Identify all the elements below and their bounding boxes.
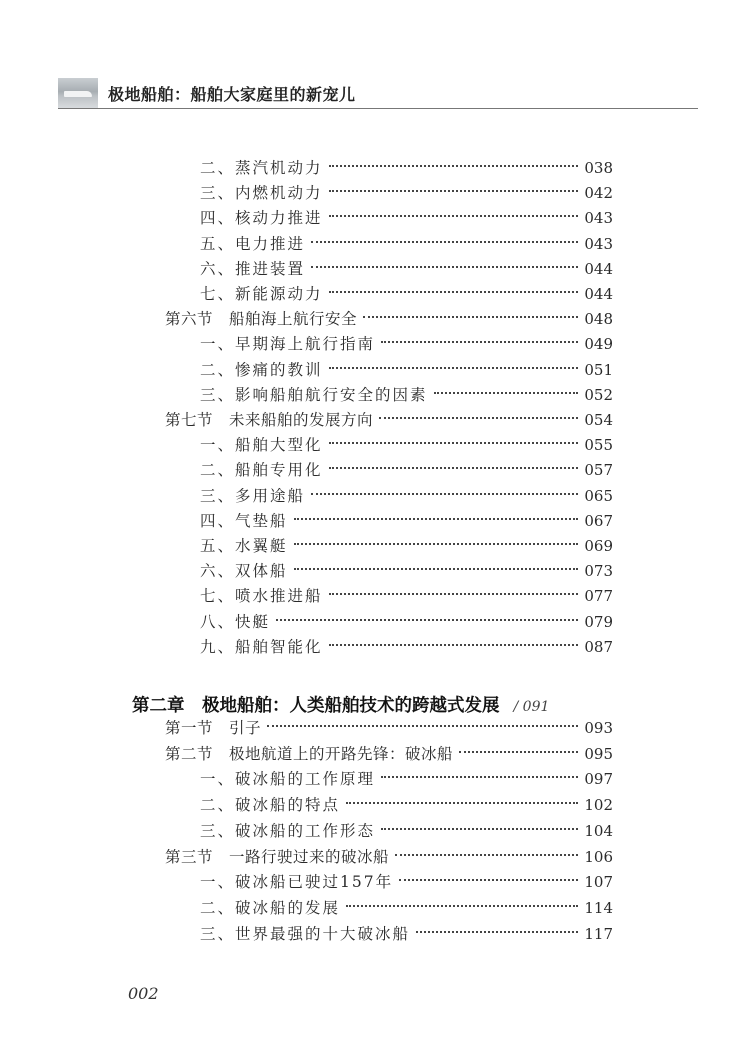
toc-entry-page: 114 bbox=[584, 898, 613, 917]
toc-entry-label: 五、水翼艇 bbox=[200, 537, 288, 555]
toc-item-entry bbox=[200, 561, 613, 581]
toc-entry-label: 八、快艇 bbox=[200, 612, 271, 631]
dot-leader bbox=[381, 776, 578, 778]
toc-entry-page: 044 bbox=[584, 259, 613, 278]
toc-entry-label: 九、船舶智能化 bbox=[200, 637, 323, 656]
dot-leader bbox=[381, 828, 578, 830]
toc-entry-label: 三、破冰船的工作形态 bbox=[200, 821, 376, 840]
dot-leader bbox=[276, 619, 578, 621]
toc-item-entry bbox=[200, 183, 613, 203]
toc-entry-label: 二、蒸汽机动力 bbox=[200, 159, 323, 177]
dot-leader bbox=[381, 341, 578, 343]
toc-item-entry bbox=[200, 385, 613, 405]
toc-entry-label: 第六节 船舶海上航行安全 bbox=[165, 310, 358, 329]
toc-item-entry bbox=[200, 234, 613, 254]
toc-entry-page: 117 bbox=[584, 924, 613, 943]
toc-item-entry bbox=[200, 924, 613, 944]
toc-entry-label: 一、破冰船已驶过157年 bbox=[200, 873, 394, 892]
toc-item-entry bbox=[200, 208, 613, 228]
toc-item-entry bbox=[200, 536, 613, 556]
toc-entry-page: 057 bbox=[584, 461, 613, 480]
toc-entry-page: 065 bbox=[584, 486, 613, 505]
toc-entry-label: 二、惨痛的教训 bbox=[200, 360, 323, 379]
dot-leader bbox=[329, 291, 579, 293]
toc-item-entry bbox=[200, 612, 613, 632]
toc-entry-label: 二、破冰船的发展 bbox=[200, 898, 341, 917]
toc-entry-label: 一、船舶大型化 bbox=[200, 436, 323, 455]
toc-entry-page: 095 bbox=[584, 744, 613, 763]
toc-entry-page: 079 bbox=[584, 612, 613, 631]
toc-entry-page: 054 bbox=[584, 411, 613, 429]
dot-leader bbox=[329, 165, 579, 167]
toc-entry-label: 第一节 引子 bbox=[165, 719, 262, 737]
toc-section-entry bbox=[165, 410, 613, 430]
toc-entry-label: 四、气垫船 bbox=[200, 511, 288, 530]
toc-entry-page: 073 bbox=[584, 562, 613, 581]
dot-leader bbox=[329, 442, 579, 444]
toc-item-entry bbox=[200, 586, 613, 606]
toc-entry-page: 051 bbox=[584, 360, 613, 379]
toc-entry-label: 六、推进装置 bbox=[200, 259, 306, 278]
dot-leader bbox=[294, 518, 579, 520]
chapter-page-number: / 091 bbox=[513, 699, 550, 715]
dot-leader bbox=[267, 725, 578, 727]
toc-item-entry bbox=[200, 486, 613, 506]
toc-entry-page: 052 bbox=[584, 385, 613, 404]
dot-leader bbox=[416, 931, 578, 933]
toc-entry-label: 七、新能源动力 bbox=[200, 285, 323, 303]
toc-entry-page: 097 bbox=[584, 770, 613, 789]
toc-entry-page: 107 bbox=[584, 873, 613, 892]
dot-leader bbox=[329, 593, 579, 595]
toc-entry-page: 049 bbox=[584, 335, 613, 354]
toc-section-entry bbox=[165, 718, 613, 738]
toc-entry-page: 055 bbox=[584, 436, 613, 455]
toc-entry-page: 038 bbox=[584, 159, 613, 177]
dot-leader bbox=[329, 215, 579, 217]
toc-entry-page: 042 bbox=[584, 184, 613, 203]
toc-item-entry bbox=[200, 435, 613, 455]
toc-entry-label: 第七节 未来船舶的发展方向 bbox=[165, 411, 374, 429]
toc-entry-page: 048 bbox=[584, 310, 613, 329]
toc-item-entry bbox=[200, 769, 613, 789]
toc-entry-label: 三、世界最强的十大破冰船 bbox=[200, 924, 411, 943]
toc-entry-label: 二、破冰船的特点 bbox=[200, 796, 341, 815]
toc-entry-label: 第二节 极地航道上的开路先锋：破冰船 bbox=[165, 744, 454, 763]
page-number: 002 bbox=[128, 984, 159, 1003]
dot-leader bbox=[434, 392, 579, 394]
dot-leader bbox=[379, 417, 578, 419]
toc-entry-label: 第三节 一路行驶过来的破冰船 bbox=[165, 847, 390, 866]
dot-leader bbox=[329, 367, 579, 369]
header-rule bbox=[58, 108, 698, 109]
toc-entry-label: 六、双体船 bbox=[200, 562, 288, 581]
toc-entry-label: 一、破冰船的工作原理 bbox=[200, 770, 376, 789]
toc-entry-page: 106 bbox=[584, 847, 613, 866]
toc-item-entry bbox=[200, 158, 613, 178]
toc-entry-label: 三、影响船舶航行安全的因素 bbox=[200, 385, 428, 404]
toc-entry-page: 069 bbox=[584, 537, 613, 555]
toc-item-entry bbox=[200, 284, 613, 304]
chapter-heading bbox=[132, 692, 549, 717]
toc-item-entry bbox=[200, 821, 613, 841]
toc-entry-page: 093 bbox=[584, 719, 613, 737]
toc-item-entry bbox=[200, 334, 613, 354]
toc-entry-label: 五、电力推进 bbox=[200, 234, 306, 253]
toc-entry-page: 044 bbox=[584, 285, 613, 303]
toc-entry-label: 四、核动力推进 bbox=[200, 209, 323, 228]
toc-entry-page: 077 bbox=[584, 587, 613, 606]
toc-entry-page: 104 bbox=[584, 821, 613, 840]
toc-entry-page: 043 bbox=[584, 209, 613, 228]
toc-entry-page: 102 bbox=[584, 796, 613, 815]
toc-item-entry bbox=[200, 511, 613, 531]
ship-thumbnail-image bbox=[58, 78, 98, 108]
toc-item-entry bbox=[200, 898, 613, 918]
toc-entry-label: 二、船舶专用化 bbox=[200, 461, 323, 480]
dot-leader bbox=[294, 543, 579, 545]
dot-leader bbox=[399, 879, 578, 881]
dot-leader bbox=[346, 905, 578, 907]
dot-leader bbox=[311, 266, 578, 268]
toc-entry-label: 三、多用途船 bbox=[200, 486, 306, 505]
toc-item-entry bbox=[200, 872, 613, 892]
toc-entry-page: 043 bbox=[584, 234, 613, 253]
dot-leader bbox=[363, 316, 578, 318]
toc-entry-page: 087 bbox=[584, 637, 613, 656]
toc-section-entry bbox=[165, 847, 613, 867]
dot-leader bbox=[459, 751, 578, 753]
toc-section-entry bbox=[165, 744, 613, 764]
toc-entry-label: 三、内燃机动力 bbox=[200, 184, 323, 203]
dot-leader bbox=[395, 854, 578, 856]
chapter-title: 第二章 极地船舶：人类船舶技术的跨越式发展 bbox=[132, 696, 500, 716]
toc-item-entry bbox=[200, 637, 613, 657]
dot-leader bbox=[329, 467, 579, 469]
toc-section-entry bbox=[165, 309, 613, 329]
dot-leader bbox=[311, 493, 578, 495]
toc-item-entry bbox=[200, 259, 613, 279]
dot-leader bbox=[346, 802, 578, 804]
toc-item-entry bbox=[200, 795, 613, 815]
dot-leader bbox=[311, 241, 578, 243]
dot-leader bbox=[294, 568, 579, 570]
toc-entry-label: 七、喷水推进船 bbox=[200, 587, 323, 606]
toc-entry-page: 067 bbox=[584, 511, 613, 530]
dot-leader bbox=[329, 644, 579, 646]
toc-item-entry bbox=[200, 460, 613, 480]
toc-entry-label: 一、早期海上航行指南 bbox=[200, 335, 376, 354]
running-header-title: 极地船舶：船舶大家庭里的新宠儿 bbox=[108, 84, 356, 104]
running-header bbox=[58, 78, 356, 108]
dot-leader bbox=[329, 190, 579, 192]
toc-item-entry bbox=[200, 360, 613, 380]
